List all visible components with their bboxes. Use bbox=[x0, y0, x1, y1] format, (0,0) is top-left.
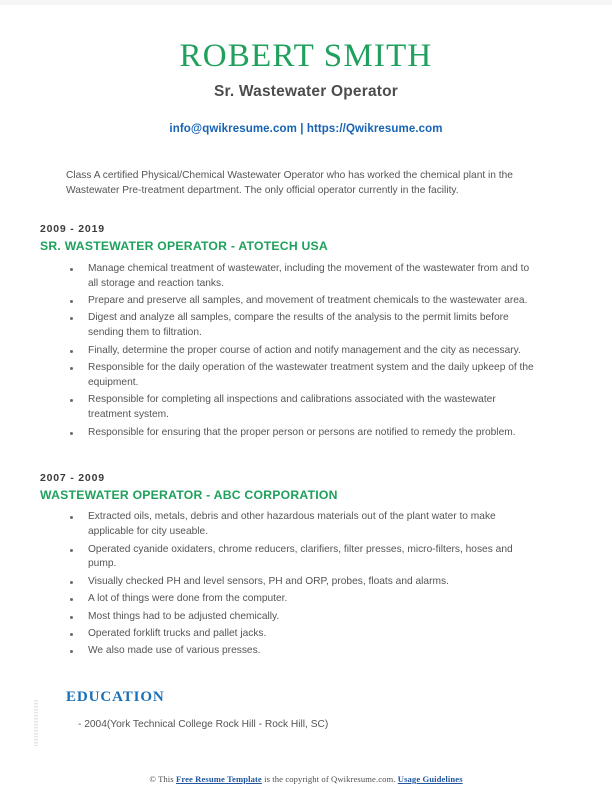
list-item: Responsible for ensuring that the proper person or persons are notified to remedy the problem. bbox=[66, 426, 534, 441]
candidate-job-title: Sr. Wastewater Operator bbox=[213, 82, 399, 100]
list-item: Responsible for the daily operation of the wastewater treatment system and the daily upkeep of the equipment. bbox=[66, 361, 534, 391]
experience-entry bbox=[40, 222, 534, 440]
resume-body bbox=[0, 168, 612, 733]
experience-bullet-list bbox=[40, 262, 534, 441]
list-item: Visually checked PH and level sensors, PH and ORP, probes, floats and alarms. bbox=[66, 575, 534, 590]
usage-guidelines-link[interactable]: Usage Guidelines bbox=[397, 774, 463, 784]
left-margin-artifact bbox=[34, 700, 38, 746]
list-item: Digest and analyze all samples, compare the results of the analysis to the permit limits before sending them to filtration. bbox=[66, 311, 534, 341]
education-section bbox=[40, 689, 534, 733]
list-item: Responsible for completing all inspections and calibrations associated with the wastewater treatment system. bbox=[66, 393, 534, 423]
professional-summary: Class A certified Physical/Chemical Wastewater Operator who has worked the chemical plant in the Wastewater Pre-treatment department. The only official operator currently in the facility. bbox=[66, 169, 513, 197]
footer-prefix: © This bbox=[149, 774, 176, 784]
candidate-name: ROBERT SMITH bbox=[179, 38, 433, 74]
list-item: Operated forklift trucks and pallet jacks. bbox=[66, 627, 534, 642]
education-entry: - 2004(York Technical College Rock Hill - Rock Hill, SC) bbox=[78, 719, 329, 731]
list-item: Finally, determine the proper course of action and notify management and the city as necessary. bbox=[66, 344, 534, 359]
list-item: A lot of things were done from the computer. bbox=[66, 592, 534, 607]
top-band-decoration bbox=[0, 0, 612, 5]
free-resume-template-link[interactable]: Free Resume Template bbox=[176, 774, 262, 784]
experience-entry bbox=[40, 471, 534, 660]
contact-line[interactable]: info@qwikresume.com | https://Qwikresume.com bbox=[169, 122, 443, 135]
list-item: Manage chemical treatment of wastewater, including the movement of the wastewater from and to all storage and reaction tanks. bbox=[66, 262, 534, 292]
experience-heading: WASTEWATER OPERATOR - ABC CORPORATION bbox=[40, 487, 338, 502]
list-item: Operated cyanide oxidaters, chrome reducers, clarifiers, filter presses, micro-filters, hoses and pump. bbox=[66, 543, 534, 573]
experience-dates: 2007 - 2009 bbox=[40, 471, 105, 484]
experience-bullet-list bbox=[40, 510, 534, 659]
footer-middle: is the copyright of Qwikresume.com. bbox=[261, 774, 398, 784]
list-item: Extracted oils, metals, debris and other hazardous materials out of the plant water to make applicable for city useable. bbox=[66, 510, 534, 540]
page-footer bbox=[0, 774, 612, 784]
experience-heading: SR. WASTEWATER OPERATOR - ATOTECH USA bbox=[40, 239, 328, 254]
list-item: Most things had to be adjusted chemically. bbox=[66, 610, 534, 625]
resume-header bbox=[0, 0, 612, 135]
experience-dates: 2009 - 2019 bbox=[40, 223, 105, 236]
list-item: Prepare and preserve all samples, and movement of treatment chemicals to the wastewater area. bbox=[66, 294, 534, 309]
list-item: We also made use of various presses. bbox=[66, 644, 534, 659]
education-section-title: EDUCATION bbox=[66, 689, 165, 706]
